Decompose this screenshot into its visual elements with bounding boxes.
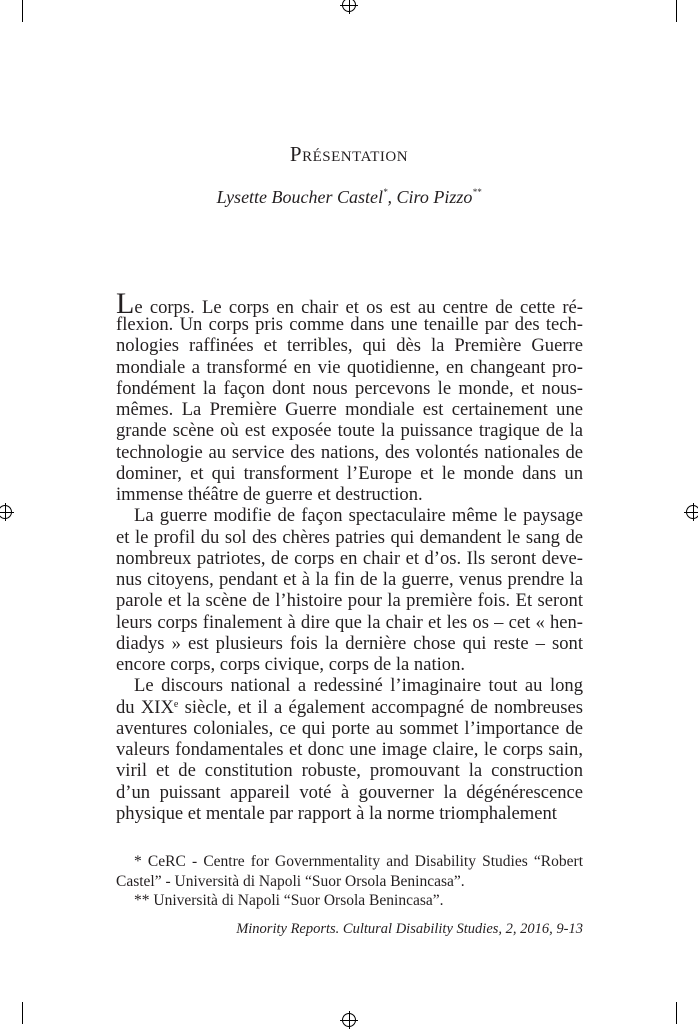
text-line [116,287,583,320]
text-fragment: physique et mentale par rapport à la norme triomphalement [116,802,557,824]
body-text [116,289,583,824]
text-fragment: flexion. Un corps pris comme dans une tenaille par des tech- [116,314,583,335]
text-fragment: fondément la façon dont nous percevons le monde, et nous- [116,377,583,399]
registration-mark-icon [342,1013,356,1027]
text-line [116,527,583,548]
text-fragment: dominer, et qui transforment l’Europe et le monde dans un [116,462,583,484]
registration-mark-icon [0,505,12,519]
text-line [116,314,583,335]
text-fragment: Le discours national a redessiné l’imaginaire tout au long [134,675,583,697]
text-line [116,442,583,463]
text-fragment: leurs corps finalement à dire que la chair et les os – cet « hen- [116,611,583,633]
text-line [116,675,583,696]
text-line [116,399,583,420]
text-line [116,357,583,378]
text-fragment: mondiale a transformé en vie quotidienne, en changeant pro- [116,356,583,378]
superscript: e [173,698,179,710]
journal-citation: Minority Reports. Cultural Disability Studies, 2, 2016, 9-13 [236,921,583,937]
author-name: Ciro Pizzo [396,187,473,207]
registration-mark-icon [686,505,698,519]
text-line [116,612,583,633]
text-line [116,569,583,590]
text-line [116,633,583,654]
text-fragment: viril et de constitution robuste, promouvant la construction [116,760,583,782]
text-fragment: encore corps, corps civique, corps de la nation. [116,654,466,675]
text-line [116,782,583,803]
text-line [116,803,583,824]
text-fragment: nus citoyens, pendant et à la fin de la guerre, venus prendre la [116,569,583,590]
footnote-line: ** Università di Napoli “Suor Orsola Benincasa”. [134,892,444,909]
crop-mark [676,0,677,22]
text-fragment: nombreux patriotes, de corps en chair et d’os. Ils seront deve- [116,547,583,569]
footnote-mark: ** [472,187,482,197]
text-fragment: immense théâtre de guerre et destruction. [116,484,423,505]
text-fragment: nologies raffinées et terribles, qui dès la Première Guerre [116,335,583,357]
text-fragment: grande scène où est exposée toute la puissance tragique de la [116,420,583,442]
text-line [116,463,583,484]
registration-mark-icon [342,0,356,12]
text-line [116,718,583,739]
author-name: Lysette Boucher Castel [216,187,384,207]
footnote-line: Castel” - Università di Napoli “Suor Orsola Benincasa”. [116,872,465,890]
text-line [116,590,583,611]
text-fragment: mêmes. La Première Guerre mondiale est certainement une [116,399,583,420]
page-title: Présentation [289,142,409,166]
text-line [116,335,583,356]
text-line [116,548,583,569]
text-line [116,378,583,399]
text-fragment: e corps. Le corps en chair et os est au centre de cette ré- [134,297,583,318]
crop-mark [22,1002,23,1024]
authors [0,187,698,208]
text-line [116,654,583,675]
text-fragment: aventures coloniales, ce qui porte au sommet l’importance de [116,717,583,739]
footnote-line: * CeRC - Centre for Governmentality and Disability Studies “Robert [134,853,583,870]
drop-cap: L [116,287,135,320]
text-fragment: et le profil du sol des chères patries qui demandent le sang de [116,526,583,548]
text-fragment: d’un puissant appareil voté à gouverner la dégénérescence [116,781,583,803]
text-fragment: La guerre modifie de façon spectaculaire même le paysage [134,505,583,527]
text-line [116,505,583,526]
author-separator: , [387,187,397,207]
text-fragment: technologie au service des nations, des volontés nationales de [116,441,583,463]
footnotes [116,852,583,911]
text-line [116,484,583,505]
text-line [116,697,583,718]
footnote-mark: * [383,187,388,197]
text-line [116,739,583,760]
crop-mark [676,1002,677,1024]
text-line [116,760,583,781]
text-fragment: diadys » est plusieurs fois la dernière chose qui reste – sont [116,632,583,654]
text-fragment: du XIX [116,696,174,718]
text-fragment: parole et la scène de l’histoire pour la première fois. Et seront [116,590,583,612]
text-fragment: valeurs fondamentales et donc une image claire, le corps sain, [116,739,583,760]
text-line [116,420,583,441]
text-fragment: siècle, et il a également accompagné de nombreuses [184,696,583,718]
crop-mark [22,0,23,22]
